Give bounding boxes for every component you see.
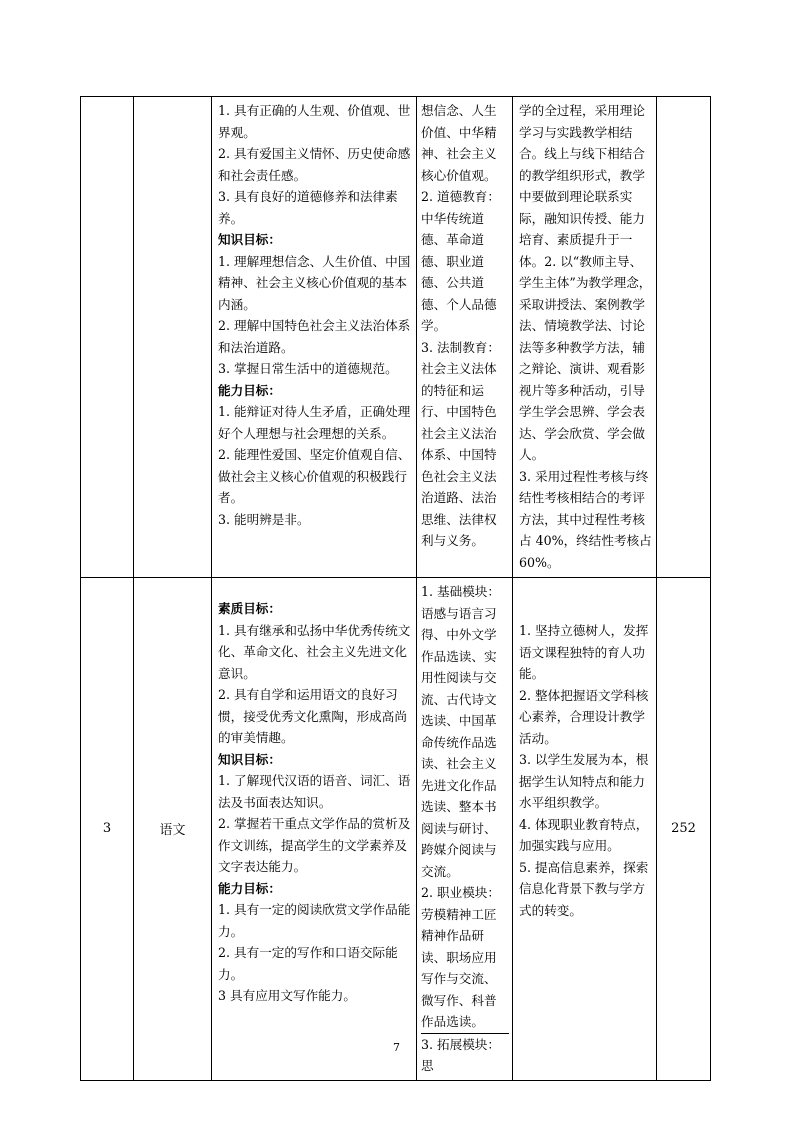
objective-item: 1. 具有一定的阅读欣赏文学作品能力。 (218, 902, 411, 939)
table-row (81, 578, 711, 1081)
content-item: 想信念、人生价值、中华精神、社会主义核心价值观。 (421, 103, 497, 183)
objective-item: 2. 具有自学和运用语文的良好习惯，接受优秀文化熏陶，形成高尚的审美情趣。 (218, 687, 407, 745)
objective-heading: 素质目标： (218, 601, 281, 616)
objective-item: 2. 能理性爱国、坚定价值观自信、做社会主义核心价值观的积极践行者。 (218, 447, 411, 505)
content-item: 3. 拓展模块：思 (421, 1033, 509, 1077)
objective-item: 1. 具有继承和弘扬中华优秀传统文化、革命文化、社会主义先进文化意识。 (218, 622, 411, 681)
table-row (81, 97, 711, 578)
page-number: 7 (393, 1041, 400, 1054)
course-number (81, 97, 134, 578)
objective-item: 1. 理解理想信念、人生价值、中国精神、社会主义核心价值观的基本内涵。 (218, 253, 411, 312)
requirement-item: 学的全过程，采用理论学习与实践教学相结合。线上与线下相结合的教学组织形式，教学中要做到理论联系实际，融知识传授、能力培育、素质提升于一体。2. 以“教师主导、学生主体”为教学理念，采取讲授法、案例教学法、情境教学法、讨论法等多种教学方法，辅之辩论、演讲、观看影视片等多种活动，引导学生学会思辨、学会表达、学会欣赏、学会做人。 (519, 103, 652, 462)
objective-heading: 知识目标： (218, 232, 281, 247)
curriculum-table (80, 96, 711, 1081)
objective-item: 3. 能明辨是非。 (218, 511, 310, 527)
objective-item: 1. 具有正确的人生观、价值观、世界观。 (218, 103, 411, 140)
objective-item: 3 具有应用文写作能力。 (218, 988, 356, 1003)
requirement-item: 3. 以学生发展为本，根据学生认知特点和能力水平组织教学。 (519, 752, 649, 810)
course-number: 3 (81, 578, 134, 1081)
content-item: 2. 职业模块：劳模精神工匠精神作品研读、职场应用写作与交流、微写作、科普作品选读。 (421, 885, 500, 1029)
content-item: 3. 法制教育：社会主义法体的特征和运行、中国特色社会主义法治体系、中国特色社会主义法治道路、法治思维、法律权利与义务。 (421, 339, 500, 548)
requirement-item: 4. 体现职业教育特点，加强实践与应用。 (519, 816, 649, 853)
content-item: 2. 道德教育：中华传统道德、革命道德、职业道德、公共道德、个人品德学。 (421, 189, 500, 333)
objectives-cell (212, 97, 417, 578)
objective-heading: 知识目标： (218, 751, 281, 767)
requirements-cell (513, 578, 657, 1081)
requirements-cell (513, 97, 657, 578)
objective-item: 3. 具有良好的道德修养和法律素养。 (218, 189, 398, 226)
objective-item: 2. 具有一定的写作和口语交际能力。 (218, 945, 398, 982)
objective-item: 2. 理解中国特色社会主义法治体系和法治道路。 (218, 318, 411, 355)
requirement-item: 2. 整体把握语文学科核心素养，合理设计教学活动。 (519, 687, 649, 746)
objective-item: 1. 了解现代汉语的语音、词汇、语法及书面表达知识。 (218, 773, 411, 810)
content-item: 1. 基础模块：语感与语言习得、中外文学作品选读、实用性阅读与交流、古代诗文选读、中国革命传统作品选读、社会主义先进文化作品选读、整本书阅读与研讨、跨媒介阅读与交流。 (421, 584, 500, 879)
requirement-item: 3. 采用过程性考核与终结性考核相结合的考评方法，其中过程性考核占 40%，终结性考核占 60%。 (519, 468, 652, 570)
content-cell (417, 578, 513, 1081)
objective-heading: 能力目标： (218, 880, 281, 896)
course-name: 语文 (134, 578, 212, 1081)
course-hours: 252 (657, 578, 711, 1081)
course-hours (657, 97, 711, 578)
objective-item: 2. 具有爱国主义情怀、历史使命感和社会责任感。 (218, 146, 411, 183)
objective-item: 3. 掌握日常生活中的道德规范。 (218, 361, 398, 376)
objective-item: 1. 能辩证对待人生矛盾，正确处理好个人理想与社会理想的关系。 (218, 404, 411, 441)
requirement-item: 1. 坚持立德树人，发挥语文课程独特的育人功能。 (519, 623, 649, 681)
requirement-item: 5. 提高信息素养，探索信息化背景下教与学方式的转变。 (519, 859, 649, 918)
objective-item: 2. 掌握若干重点文学作品的赏析及作文训练，提高学生的文学素养及文字表达能力。 (218, 816, 411, 874)
objectives-cell (212, 578, 417, 1081)
content-cell (417, 97, 513, 578)
objective-heading: 能力目标： (218, 382, 281, 398)
course-name (134, 97, 212, 578)
